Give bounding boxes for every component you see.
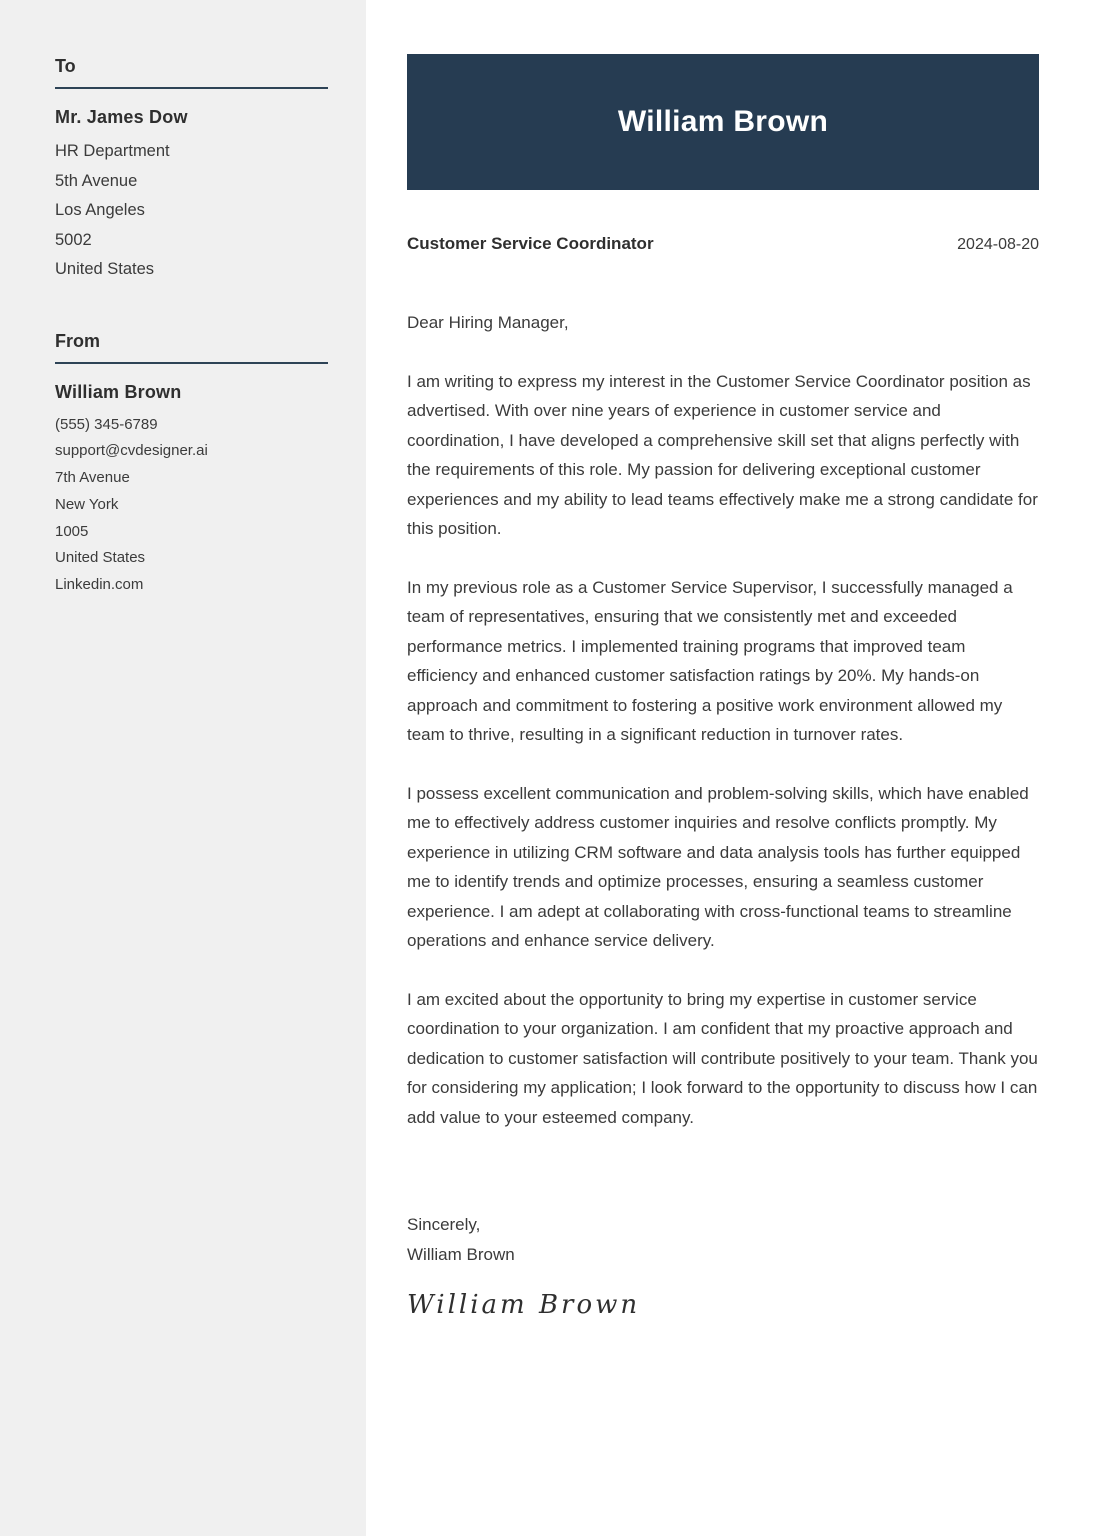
sender-postal-code: 1005 <box>55 522 89 540</box>
sender-email: support@cvdesigner.ai <box>55 442 208 460</box>
recipient-street: 5th Avenue <box>55 171 138 190</box>
sender-section <box>55 331 328 600</box>
handwritten-signature: William Brown <box>407 1290 641 1320</box>
salutation: Dear Hiring Manager, <box>407 313 569 332</box>
sender-city: New York <box>55 495 119 513</box>
sender-street: 7th Avenue <box>55 469 130 487</box>
recipient-section <box>55 56 328 285</box>
closing-name: William Brown <box>407 1244 515 1264</box>
closing-word: Sincerely, <box>407 1215 481 1234</box>
paragraph-closing: I am excited about the opportunity to bring my expertise in customer service coordination to your organization. I am confident that my proactive approach and dedication to customer satisfaction will contribute positively to your team. Thank you for considering my application; I look forward to the opportunity to discuss how I can add value to your esteemed company. <box>407 989 1038 1127</box>
recipient-city: Los Angeles <box>55 201 145 219</box>
sender-linkedin: Linkedin.com <box>55 576 144 594</box>
letter-main <box>407 0 1039 1536</box>
sender-name: William Brown <box>55 381 182 402</box>
recipient-name: Mr. James Dow <box>55 107 188 127</box>
sender-country: United States <box>55 549 146 567</box>
sender-phone: (555) 345-6789 <box>55 415 158 433</box>
job-title: Customer Service Coordinator <box>407 234 654 253</box>
sender-section-heading: From <box>55 331 328 364</box>
paragraph-intro: I am writing to express my interest in the Customer Service Coordinator position as advertised. With over nine years of experience in customer service and coordination, I have developed a comprehensive skill set that aligns perfectly with the requirements of this role. My passion for delivering exceptional customer experiences and my ability to lead teams effectively make me a strong candidate for this position. <box>407 371 1038 538</box>
recipient-section-heading: To <box>55 56 328 89</box>
applicant-name-title: William Brown <box>617 105 829 138</box>
contact-sidebar <box>0 0 366 1536</box>
paragraph-experience: In my previous role as a Customer Service Supervisor, I successfully managed a team of representatives, ensuring that we consistently met and exceeded performance metrics. I implemented training programs that improved team efficiency and enhanced customer satisfaction ratings by 20%. My hands-on approach and commitment to fostering a positive work environment allowed my team to thrive, resulting in a significant reduction in turnover rates. <box>407 577 1013 744</box>
recipient-department: HR Department <box>55 142 170 160</box>
name-banner <box>407 54 1039 190</box>
recipient-postal-code: 5002 <box>55 230 92 249</box>
closing-block <box>407 1210 1039 1269</box>
letter-date: 2024-08-20 <box>957 236 1039 253</box>
recipient-country: United States <box>55 260 155 278</box>
letter-body <box>407 308 1039 1321</box>
meta-row <box>407 234 1039 254</box>
paragraph-skills: I possess excellent communication and problem-solving skills, which have enabled me to effectively address customer inquiries and resolve conflicts promptly. My experience in utilizing CRM software and data analysis tools has further equipped me to identify trends and optimize processes, ensuring a seamless customer experience. I am adept at collaborating with cross-functional teams to streamline operations and enhance service delivery. <box>407 783 1029 950</box>
